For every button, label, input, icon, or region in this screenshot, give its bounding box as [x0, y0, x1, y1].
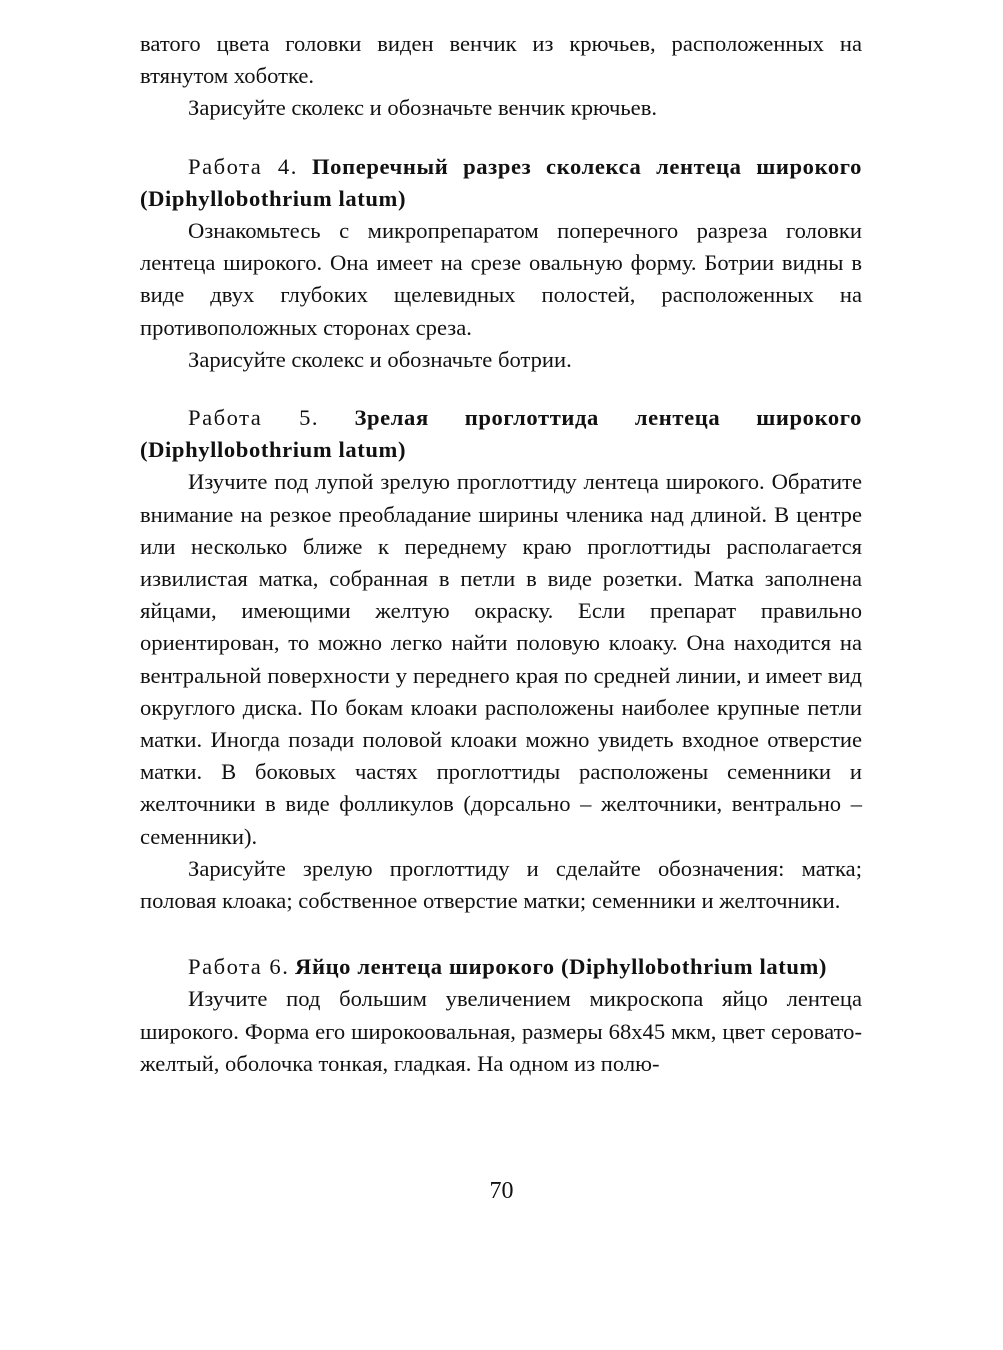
paragraph-continuation: ватого цвета головки виден венчик из крючьев, расположенных на втянутом хоботке.	[140, 31, 862, 89]
work-6-label: Работа 6.	[188, 954, 290, 980]
work-5-title: Зрелая проглоттида лентеца широкого (Diphyllobothrium latum)	[140, 405, 862, 463]
work-5-heading	[140, 402, 862, 466]
work-4-title: Поперечный разрез сколекса лентеца широкого (Diphyllobothrium latum)	[140, 153, 862, 211]
paragraph-work-4-body: Ознакомьтесь с микропрепаратом поперечного разреза головки лентеца широкого. Она имеет на срезе овальную форму. Ботрии видны в виде двух глубоких щелевидных полостей, расположенных на противоположных сторонах среза.	[140, 218, 862, 340]
work-6-heading	[140, 951, 862, 983]
page-number: 70	[489, 1178, 514, 1204]
paragraph-instruction-draw-scolex: Зарисуйте сколекс и обозначьте венчик крючьев.	[188, 95, 658, 121]
work-4-heading	[140, 151, 862, 215]
work-5-label: Работа 5.	[188, 405, 320, 431]
work-6-title: Яйцо лентеца широкого (Diphyllobothrium latum)	[295, 954, 828, 980]
paragraph-work-5-instruction: Зарисуйте зрелую проглоттиду и сделайте обозначения: матка; половая клоака; собственное отверстие матки; семенники и желточники.	[140, 855, 862, 914]
page-body	[140, 28, 862, 1080]
work-4-label: Работа 4.	[188, 153, 298, 179]
paragraph-work-6-body: Изучите под большим увеличением микроскопа яйцо лентеца широкого. Форма его широкоовальная, размеры 68x45 мкм, цвет серовато-желтый, оболочка тонкая, гладкая. На одном из полю-	[140, 986, 862, 1076]
paragraph-work-4-instruction: Зарисуйте сколекс и обозначьте ботрии.	[188, 346, 572, 372]
paragraph-work-5-body: Изучите под лупой зрелую проглоттиду лентеца широкого. Обратите внимание на резкое преобладание ширины членика над длиной. В центре или несколько ближе к переднему краю проглоттиды располагается извилистая матка, собранная в петли в виде розетки. Матка заполнена яйцами, имеющими желтую окраску. Если препарат правильно ориентирован, то можно легко найти половую клоаку. Она находится на вентральной поверхности у переднего края по средней линии, и имеет вид округлого диска. По бокам клоаки расположены наиболее крупные петли матки. Иногда позади половой клоаки можно увидеть входное отверстие матки. В боковых частях проглоттиды расположены семенники и желточники в виде фолликулов (дорсально – желточники, вентрально – семенники).	[140, 469, 862, 849]
